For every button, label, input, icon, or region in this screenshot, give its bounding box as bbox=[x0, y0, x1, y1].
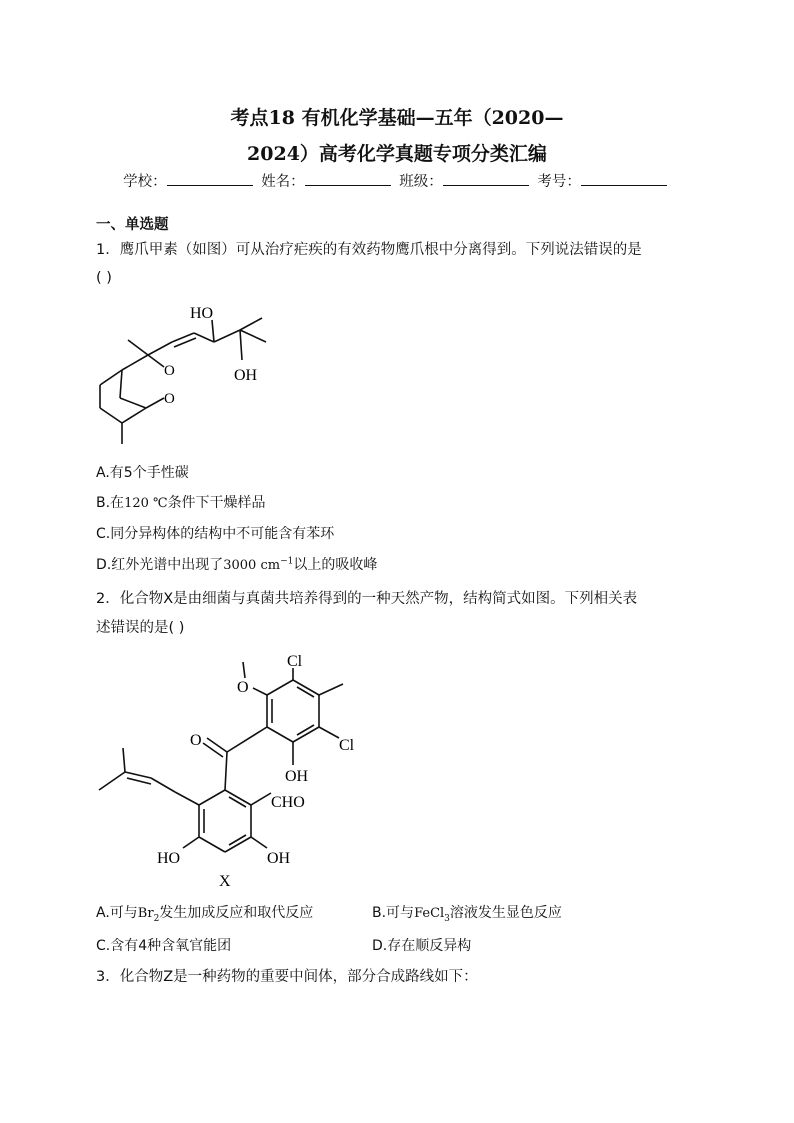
q1-stem-line-2: ( ) bbox=[96, 270, 112, 286]
q1-label-ho: HO bbox=[190, 305, 214, 322]
q2-option-d: D.存在顺反异构 bbox=[372, 938, 472, 954]
q2-label-cl-top: Cl bbox=[287, 653, 303, 670]
q2-label-cl-right: Cl bbox=[339, 737, 355, 754]
exam-number-blank bbox=[581, 173, 667, 186]
q2-label-o-methoxy: O bbox=[237, 679, 249, 696]
q2-option-a-post: 发生加成反应和取代反应 bbox=[159, 905, 314, 921]
q1-label-o1: O bbox=[164, 363, 175, 379]
q2-structure-figure bbox=[95, 650, 355, 890]
q1-structure-figure bbox=[90, 290, 290, 460]
q1-label-o2: O bbox=[164, 391, 175, 407]
q2-option-b-chem: FeCl bbox=[414, 906, 445, 921]
school-label: 学校： bbox=[123, 174, 167, 190]
q1-option-c: C.同分异构体的结构中不可能含有苯环 bbox=[96, 526, 335, 542]
page-title-line-2: 2024）高考化学真题专项分类汇编 bbox=[247, 143, 547, 165]
page-title-line-1: 考点18 有机化学基础—五年（2020— bbox=[230, 107, 564, 129]
q1-option-a: A.有5个手性碳 bbox=[96, 465, 189, 481]
q2-option-b-post: 溶液发生显色反应 bbox=[449, 905, 562, 921]
student-info-line bbox=[0, 170, 794, 191]
class-label: 班级： bbox=[399, 174, 443, 190]
q2-option-a bbox=[96, 902, 313, 924]
name-blank bbox=[305, 173, 391, 186]
q2-option-c: C.含有4种含氧官能团 bbox=[96, 938, 232, 954]
school-blank bbox=[167, 173, 253, 186]
q2-option-a-chem: Br bbox=[137, 906, 154, 921]
q2-option-b bbox=[372, 902, 562, 924]
q2-label-cho: CHO bbox=[271, 794, 305, 811]
q2-label-oh-mid: OH bbox=[285, 768, 309, 785]
q1-option-b-pre: B.在 bbox=[96, 495, 125, 511]
q2-option-a-pre: A.可与 bbox=[96, 905, 138, 921]
q1-option-b-temp: 120 ℃ bbox=[124, 496, 168, 511]
q1-option-d-post: 以上的吸收峰 bbox=[293, 557, 378, 573]
q1-stem-line-1: 1．鹰爪甲素（如图）可从治疗疟疾的有效药物鹰爪根中分离得到。下列说法错误的是 bbox=[96, 242, 642, 258]
q1-label-oh: OH bbox=[234, 367, 258, 384]
section-heading: 一、单选题 bbox=[96, 217, 169, 233]
q2-label-x: X bbox=[219, 873, 231, 890]
q1-option-d-pre: D.红外光谱中出现了 bbox=[96, 557, 224, 573]
q2-label-o-ketone: O bbox=[190, 732, 202, 749]
q1-option-b-post: 条件下干燥样品 bbox=[167, 495, 266, 511]
class-blank bbox=[443, 173, 529, 186]
q2-option-b-pre: B.可与 bbox=[372, 905, 415, 921]
q2-label-ho-left: HO bbox=[157, 850, 181, 867]
q2-option-b-sub: 3 bbox=[444, 913, 450, 924]
q2-label-oh-right: OH bbox=[267, 850, 291, 867]
q1-option-d bbox=[96, 554, 377, 574]
exam-number-label: 考号： bbox=[537, 174, 581, 190]
q2-stem-line-1: 2．化合物X是由细菌与真菌共培养得到的一种天然产物，结构简式如图。下列相关表 bbox=[96, 591, 638, 607]
name-label: 姓名： bbox=[261, 174, 305, 190]
q1-option-b bbox=[96, 492, 266, 512]
q1-option-d-value: 3000 cm bbox=[223, 558, 281, 573]
q2-option-a-sub: 2 bbox=[153, 913, 160, 924]
q1-option-d-sup: −1 bbox=[280, 556, 294, 567]
q2-bonds bbox=[99, 662, 343, 852]
q2-stem-line-2: 述错误的是( ) bbox=[96, 620, 185, 636]
q3-stem: 3．化合物Z是一种药物的重要中间体，部分合成路线如下： bbox=[96, 969, 478, 985]
